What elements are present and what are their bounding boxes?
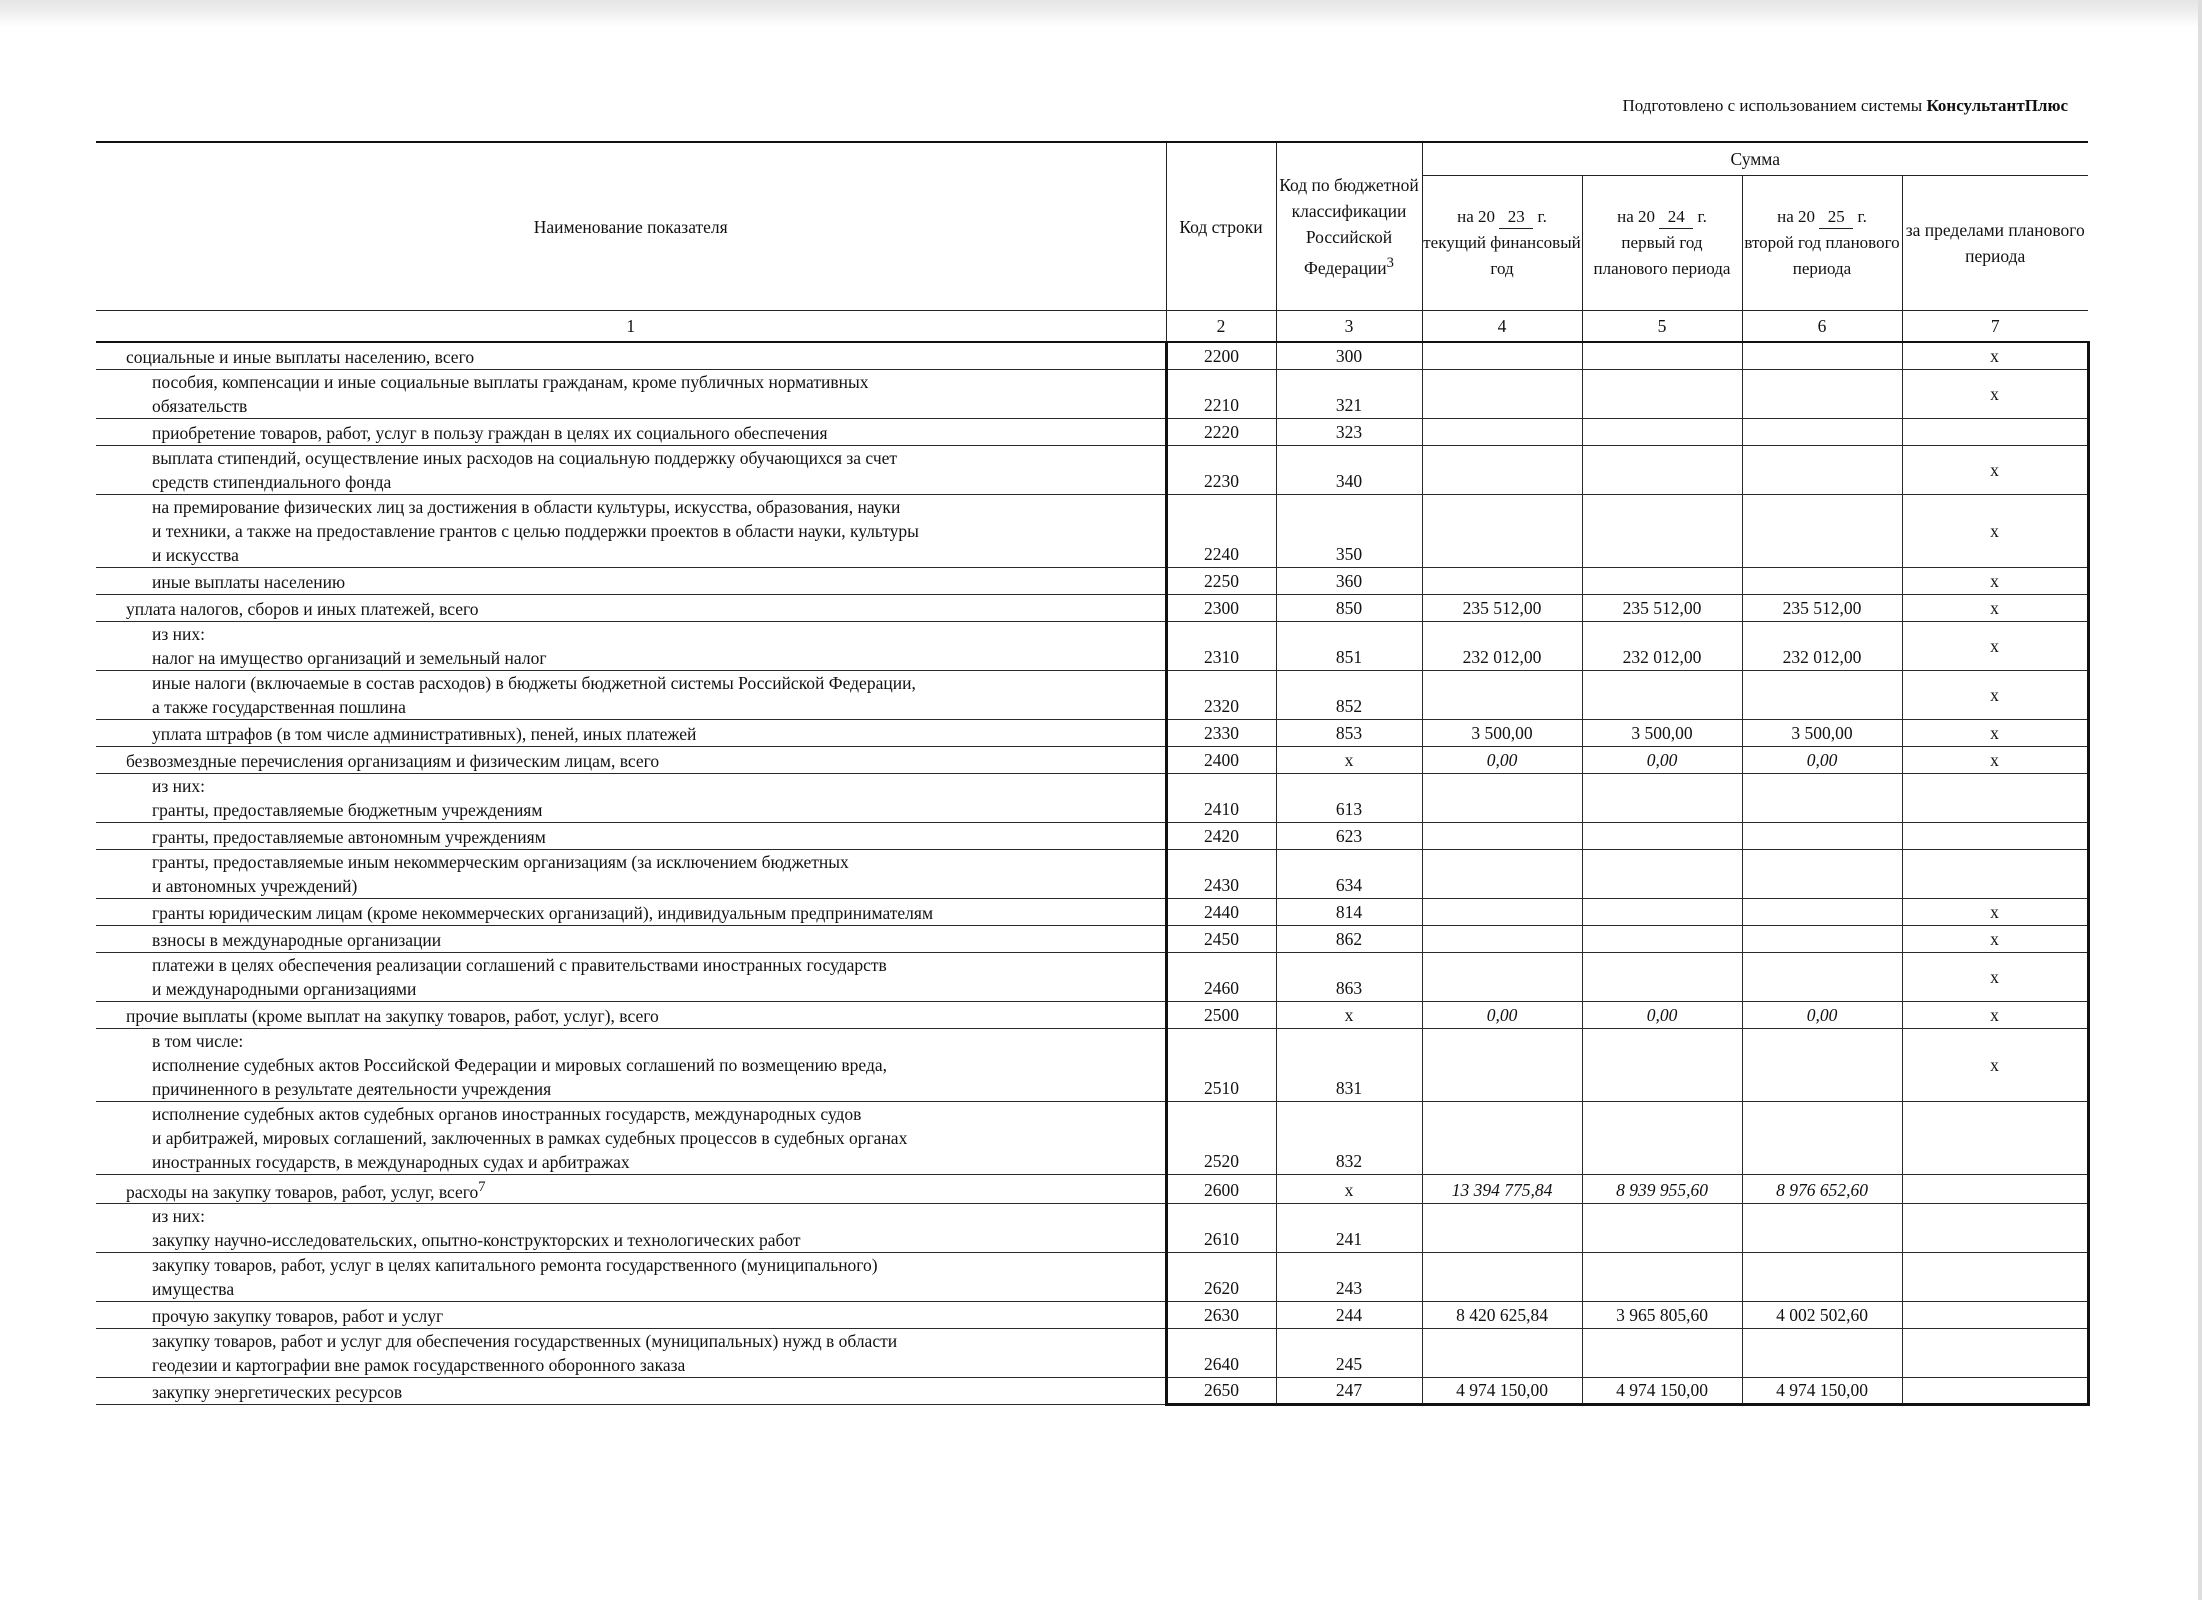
row-kbk: 863	[1276, 952, 1422, 1001]
row-value-second-plan-year	[1742, 925, 1902, 952]
row-value-second-plan-year	[1742, 342, 1902, 369]
row-name-text: уплата налогов, сборов и иных платежей, всего	[126, 598, 479, 619]
row-value-beyond-plan	[1902, 1101, 2088, 1174]
row-kbk: x	[1276, 1001, 1422, 1028]
row-name-text: закупку энергетических ресурсов	[152, 1382, 403, 1403]
row-name	[96, 567, 1166, 594]
row-code: 2330	[1166, 719, 1276, 746]
row-name-text: из них: налог на имущество организаций и земельный налог	[152, 623, 547, 668]
year-suffix: г.	[1857, 207, 1867, 226]
column-number: 7	[1902, 311, 2088, 343]
row-kbk: 241	[1276, 1204, 1422, 1253]
row-kbk: 245	[1276, 1329, 1422, 1378]
row-value-current-year	[1422, 1204, 1582, 1253]
row-value-beyond-plan	[1902, 1253, 2088, 1302]
row-name-text: исполнение судебных актов судебных органов иностранных государств, международных судов и арбитражей, мировых соглашений, заключенных в рамках судебных процессов в судебных органах иностранных государств, в международных судах и арбитражах	[152, 1103, 908, 1172]
year-suffix: г.	[1697, 207, 1707, 226]
row-name	[96, 621, 1166, 670]
row-value-beyond-plan: x	[1902, 925, 2088, 952]
row-kbk: 862	[1276, 925, 1422, 952]
row-name-text: пособия, компенсации и иные социальные выплаты гражданам, кроме публичных нормативных обязательств	[152, 371, 869, 416]
indicator-table	[96, 141, 2090, 1406]
row-kbk: 814	[1276, 898, 1422, 925]
row-name	[96, 746, 1166, 773]
table-row	[96, 1001, 2088, 1028]
header-year-first	[1582, 176, 1742, 311]
table-row	[96, 369, 2088, 418]
row-value-first-plan-year	[1582, 1329, 1742, 1378]
row-value-first-plan-year	[1582, 418, 1742, 445]
row-name	[96, 1001, 1166, 1028]
header-kbk	[1276, 142, 1422, 311]
table-row	[96, 670, 2088, 719]
row-name-text: уплата штрафов (в том числе административных), пеней, иных платежей	[152, 723, 697, 744]
row-code: 2200	[1166, 342, 1276, 369]
row-value-beyond-plan	[1902, 773, 2088, 822]
row-code: 2250	[1166, 567, 1276, 594]
row-value-first-plan-year	[1582, 1028, 1742, 1101]
row-value-second-plan-year	[1742, 773, 1902, 822]
row-value-beyond-plan: x	[1902, 621, 2088, 670]
row-value-beyond-plan	[1902, 1329, 2088, 1378]
row-name-text: выплата стипендий, осуществление иных расходов на социальную поддержку обучающихся за счет средств стипендиального фонда	[152, 447, 898, 492]
row-kbk: 623	[1276, 822, 1422, 849]
row-name	[96, 1302, 1166, 1329]
row-value-beyond-plan: x	[1902, 567, 2088, 594]
column-number: 2	[1166, 311, 1276, 343]
row-value-current-year	[1422, 773, 1582, 822]
row-code: 2640	[1166, 1329, 1276, 1378]
row-value-current-year	[1422, 1253, 1582, 1302]
row-name-note: 7	[478, 1178, 486, 1195]
table-row	[96, 925, 2088, 952]
header-sum: Сумма	[1422, 142, 2088, 176]
row-value-first-plan-year	[1582, 494, 1742, 567]
table-row	[96, 746, 2088, 773]
row-name-text: иные налоги (включаемые в состав расходов) в бюджеты бюджетной системы Российской Федерации, а также государственная пошлина	[152, 672, 916, 717]
row-code: 2510	[1166, 1028, 1276, 1101]
row-name-text: расходы на закупку товаров, работ, услуг, всего	[126, 1181, 479, 1202]
table-row	[96, 719, 2088, 746]
row-value-first-plan-year	[1582, 773, 1742, 822]
row-value-beyond-plan: x	[1902, 1001, 2088, 1028]
row-value-beyond-plan	[1902, 418, 2088, 445]
row-name	[96, 898, 1166, 925]
row-value-current-year: 0,00	[1422, 1001, 1582, 1028]
row-value-second-plan-year: 4 002 502,60	[1742, 1302, 1902, 1329]
row-code: 2420	[1166, 822, 1276, 849]
row-value-current-year: 232 012,00	[1422, 621, 1582, 670]
table-row	[96, 1028, 2088, 1101]
header-row	[96, 142, 2088, 176]
row-name-text: из них: гранты, предоставляемые бюджетным учреждениям	[152, 775, 543, 820]
table-body	[96, 342, 2088, 1405]
row-name-text: иные выплаты населению	[152, 571, 346, 592]
row-value-current-year	[1422, 1329, 1582, 1378]
row-name-text: платежи в целях обеспечения реализации соглашений с правительствами иностранных государств и международными организациями	[152, 954, 887, 999]
row-name	[96, 822, 1166, 849]
row-value-second-plan-year	[1742, 1204, 1902, 1253]
row-name-text: гранты юридическим лицам (кроме некоммерческих организаций), индивидуальным предпринимателям	[152, 902, 934, 923]
row-code: 2400	[1166, 746, 1276, 773]
row-value-beyond-plan: x	[1902, 342, 2088, 369]
row-name-text: безвозмездные перечисления организациям и физическим лицам, всего	[126, 750, 660, 771]
row-name-text: социальные и иные выплаты населению, всего	[126, 346, 475, 367]
row-name-text: закупку товаров, работ, услуг в целях капитального ремонта государственного (муниципального) имущества	[152, 1255, 878, 1300]
row-value-first-plan-year: 0,00	[1582, 1001, 1742, 1028]
row-name-text: прочие выплаты (кроме выплат на закупку товаров, работ, услуг), всего	[126, 1005, 659, 1026]
column-number: 3	[1276, 311, 1422, 343]
row-name	[96, 494, 1166, 567]
column-number: 5	[1582, 311, 1742, 343]
row-code: 2600	[1166, 1174, 1276, 1204]
row-kbk: 350	[1276, 494, 1422, 567]
row-value-first-plan-year: 4 974 150,00	[1582, 1378, 1742, 1405]
row-kbk: 300	[1276, 342, 1422, 369]
row-code: 2450	[1166, 925, 1276, 952]
row-value-second-plan-year	[1742, 1028, 1902, 1101]
row-value-first-plan-year	[1582, 1204, 1742, 1253]
year-caption: первый год планового периода	[1593, 233, 1731, 278]
year-number: 25	[1819, 206, 1853, 229]
row-code: 2610	[1166, 1204, 1276, 1253]
row-value-first-plan-year	[1582, 1253, 1742, 1302]
row-kbk: 831	[1276, 1028, 1422, 1101]
row-value-beyond-plan: x	[1902, 746, 2088, 773]
row-name	[96, 670, 1166, 719]
row-value-current-year	[1422, 494, 1582, 567]
row-value-first-plan-year	[1582, 925, 1742, 952]
row-value-second-plan-year	[1742, 445, 1902, 494]
row-name	[96, 1378, 1166, 1405]
row-value-second-plan-year	[1742, 1101, 1902, 1174]
column-number: 4	[1422, 311, 1582, 343]
row-value-beyond-plan	[1902, 1378, 2088, 1405]
row-value-current-year: 235 512,00	[1422, 594, 1582, 621]
row-value-second-plan-year	[1742, 849, 1902, 898]
row-value-current-year	[1422, 369, 1582, 418]
year-prefix: на 20	[1457, 207, 1496, 226]
row-value-second-plan-year	[1742, 670, 1902, 719]
row-code: 2440	[1166, 898, 1276, 925]
row-code: 2210	[1166, 369, 1276, 418]
row-value-second-plan-year	[1742, 1329, 1902, 1378]
row-code: 2300	[1166, 594, 1276, 621]
row-value-first-plan-year: 3 500,00	[1582, 719, 1742, 746]
header-year-second	[1742, 176, 1902, 311]
row-name-text: прочую закупку товаров, работ и услуг	[152, 1306, 444, 1327]
row-name-text: гранты, предоставляемые иным некоммерческим организациям (за исключением бюджетных и автономных учреждений)	[152, 851, 849, 896]
prepared-prefix: Подготовлено с использованием системы	[1622, 96, 1923, 115]
row-name	[96, 1174, 1166, 1204]
row-value-current-year	[1422, 445, 1582, 494]
row-name	[96, 1329, 1166, 1378]
row-value-beyond-plan: x	[1902, 952, 2088, 1001]
table-row	[96, 1204, 2088, 1253]
row-value-current-year	[1422, 567, 1582, 594]
row-value-first-plan-year	[1582, 952, 1742, 1001]
header-beyond: за пределами планового периода	[1902, 176, 2088, 311]
row-kbk: 243	[1276, 1253, 1422, 1302]
row-code: 2320	[1166, 670, 1276, 719]
row-code: 2520	[1166, 1101, 1276, 1174]
row-value-current-year	[1422, 1101, 1582, 1174]
row-name	[96, 719, 1166, 746]
row-name-text: на премирование физических лиц за достижения в области культуры, искусства, образования, науки и техники, а также на предоставление грантов с целью поддержки проектов в области науки, культуры и искусства	[152, 496, 919, 565]
row-value-second-plan-year: 0,00	[1742, 746, 1902, 773]
table-row	[96, 621, 2088, 670]
year-caption: текущий финансовый год	[1423, 233, 1581, 278]
year-prefix: на 20	[1777, 207, 1816, 226]
table-row	[96, 849, 2088, 898]
year-number: 24	[1659, 206, 1693, 229]
row-kbk: x	[1276, 1174, 1422, 1204]
table-row	[96, 342, 2088, 369]
row-value-current-year	[1422, 342, 1582, 369]
row-value-current-year: 13 394 775,84	[1422, 1174, 1582, 1204]
row-name	[96, 1253, 1166, 1302]
row-name	[96, 849, 1166, 898]
row-value-first-plan-year: 235 512,00	[1582, 594, 1742, 621]
row-value-second-plan-year	[1742, 1253, 1902, 1302]
table-row	[96, 1378, 2088, 1405]
row-kbk: 852	[1276, 670, 1422, 719]
row-code: 2620	[1166, 1253, 1276, 1302]
row-kbk: 832	[1276, 1101, 1422, 1174]
row-value-current-year: 8 420 625,84	[1422, 1302, 1582, 1329]
table-row	[96, 822, 2088, 849]
row-kbk: x	[1276, 746, 1422, 773]
row-value-second-plan-year	[1742, 898, 1902, 925]
row-value-second-plan-year	[1742, 822, 1902, 849]
table-row	[96, 898, 2088, 925]
row-kbk: 850	[1276, 594, 1422, 621]
row-value-second-plan-year	[1742, 567, 1902, 594]
row-code: 2460	[1166, 952, 1276, 1001]
row-value-current-year	[1422, 1028, 1582, 1101]
row-value-beyond-plan	[1902, 1174, 2088, 1204]
row-value-first-plan-year	[1582, 369, 1742, 418]
row-code: 2650	[1166, 1378, 1276, 1405]
row-name-text: в том числе: исполнение судебных актов Российской Федерации и мировых соглашений по возмещению вреда, причиненного в результате деятельности учреждения	[152, 1030, 887, 1099]
row-code: 2430	[1166, 849, 1276, 898]
row-kbk: 634	[1276, 849, 1422, 898]
row-value-first-plan-year: 232 012,00	[1582, 621, 1742, 670]
row-value-current-year	[1422, 952, 1582, 1001]
row-name-text: взносы в международные организации	[152, 929, 442, 950]
row-value-first-plan-year	[1582, 1101, 1742, 1174]
year-caption: второй год планового периода	[1744, 233, 1900, 278]
year-suffix: г.	[1537, 207, 1547, 226]
row-code: 2220	[1166, 418, 1276, 445]
row-code: 2310	[1166, 621, 1276, 670]
header-kbk-note: 3	[1386, 255, 1394, 272]
table-row	[96, 1253, 2088, 1302]
row-value-beyond-plan: x	[1902, 898, 2088, 925]
row-kbk: 851	[1276, 621, 1422, 670]
table-row	[96, 1101, 2088, 1174]
row-name-text: гранты, предоставляемые автономным учреждениям	[152, 826, 546, 847]
row-value-second-plan-year: 0,00	[1742, 1001, 1902, 1028]
column-number: 6	[1742, 311, 1902, 343]
row-value-first-plan-year	[1582, 849, 1742, 898]
row-value-current-year	[1422, 925, 1582, 952]
row-value-first-plan-year: 3 965 805,60	[1582, 1302, 1742, 1329]
row-code: 2230	[1166, 445, 1276, 494]
row-name	[96, 1204, 1166, 1253]
year-number: 23	[1499, 206, 1533, 229]
row-value-beyond-plan: x	[1902, 369, 2088, 418]
row-value-current-year: 0,00	[1422, 746, 1582, 773]
report-sheet	[96, 141, 2088, 1406]
table-row	[96, 445, 2088, 494]
row-value-second-plan-year: 3 500,00	[1742, 719, 1902, 746]
table-row	[96, 594, 2088, 621]
row-value-beyond-plan: x	[1902, 594, 2088, 621]
row-value-second-plan-year: 232 012,00	[1742, 621, 1902, 670]
row-name	[96, 418, 1166, 445]
row-value-current-year	[1422, 822, 1582, 849]
row-value-second-plan-year: 4 974 150,00	[1742, 1378, 1902, 1405]
row-value-current-year	[1422, 418, 1582, 445]
prepared-note	[1622, 96, 2068, 116]
row-value-first-plan-year: 8 939 955,60	[1582, 1174, 1742, 1204]
year-prefix: на 20	[1617, 207, 1656, 226]
row-value-second-plan-year: 235 512,00	[1742, 594, 1902, 621]
scan-edge-right	[2198, 0, 2202, 1600]
table-row	[96, 1174, 2088, 1204]
row-name	[96, 773, 1166, 822]
row-value-beyond-plan	[1902, 849, 2088, 898]
row-name	[96, 952, 1166, 1001]
row-value-beyond-plan: x	[1902, 670, 2088, 719]
row-value-second-plan-year	[1742, 418, 1902, 445]
row-value-current-year	[1422, 849, 1582, 898]
row-kbk: 360	[1276, 567, 1422, 594]
row-value-first-plan-year	[1582, 822, 1742, 849]
row-value-beyond-plan	[1902, 1204, 2088, 1253]
row-kbk: 613	[1276, 773, 1422, 822]
row-kbk: 321	[1276, 369, 1422, 418]
row-value-first-plan-year	[1582, 898, 1742, 925]
scan-edge	[0, 0, 2202, 28]
row-name	[96, 445, 1166, 494]
row-value-beyond-plan	[1902, 1302, 2088, 1329]
row-kbk: 244	[1276, 1302, 1422, 1329]
table-row	[96, 418, 2088, 445]
header-kbk-text: Код по бюджетной классификации Российской Федерации	[1279, 175, 1419, 278]
row-value-second-plan-year: 8 976 652,60	[1742, 1174, 1902, 1204]
row-value-beyond-plan: x	[1902, 1028, 2088, 1101]
row-value-first-plan-year	[1582, 670, 1742, 719]
row-name	[96, 342, 1166, 369]
row-kbk: 340	[1276, 445, 1422, 494]
row-value-current-year: 4 974 150,00	[1422, 1378, 1582, 1405]
table-row	[96, 567, 2088, 594]
row-value-beyond-plan	[1902, 822, 2088, 849]
header-name: Наименование показателя	[96, 142, 1166, 311]
row-code: 2500	[1166, 1001, 1276, 1028]
row-name	[96, 594, 1166, 621]
table-row	[96, 494, 2088, 567]
row-value-first-plan-year	[1582, 342, 1742, 369]
row-value-first-plan-year	[1582, 445, 1742, 494]
row-code: 2630	[1166, 1302, 1276, 1329]
row-name	[96, 369, 1166, 418]
row-value-current-year	[1422, 670, 1582, 719]
row-value-first-plan-year: 0,00	[1582, 746, 1742, 773]
row-name	[96, 1101, 1166, 1174]
row-name-text: приобретение товаров, работ, услуг в пользу граждан в целях их социального обеспечения	[152, 422, 828, 443]
row-value-second-plan-year	[1742, 494, 1902, 567]
table-row	[96, 1302, 2088, 1329]
row-kbk: 853	[1276, 719, 1422, 746]
row-kbk: 247	[1276, 1378, 1422, 1405]
row-value-second-plan-year	[1742, 369, 1902, 418]
row-name	[96, 925, 1166, 952]
row-kbk: 323	[1276, 418, 1422, 445]
column-numbers-row	[96, 311, 2088, 343]
header-code: Код строки	[1166, 142, 1276, 311]
row-code: 2240	[1166, 494, 1276, 567]
column-number: 1	[96, 311, 1166, 343]
prepared-brand: КонсультантПлюс	[1926, 96, 2068, 115]
header-year-current	[1422, 176, 1582, 311]
table-row	[96, 952, 2088, 1001]
row-name	[96, 1028, 1166, 1101]
row-value-beyond-plan: x	[1902, 445, 2088, 494]
row-value-current-year: 3 500,00	[1422, 719, 1582, 746]
row-value-beyond-plan: x	[1902, 719, 2088, 746]
row-name-text: закупку товаров, работ и услуг для обеспечения государственных (муниципальных) нужд в области геодезии и картографии вне рамок государственного оборонного заказа	[152, 1331, 898, 1376]
table-row	[96, 1329, 2088, 1378]
row-name-text: из них: закупку научно-исследовательских, опытно-конструкторских и технологических работ	[152, 1206, 801, 1251]
row-value-current-year	[1422, 898, 1582, 925]
row-value-first-plan-year	[1582, 567, 1742, 594]
row-value-second-plan-year	[1742, 952, 1902, 1001]
table-row	[96, 773, 2088, 822]
row-value-beyond-plan: x	[1902, 494, 2088, 567]
row-code: 2410	[1166, 773, 1276, 822]
